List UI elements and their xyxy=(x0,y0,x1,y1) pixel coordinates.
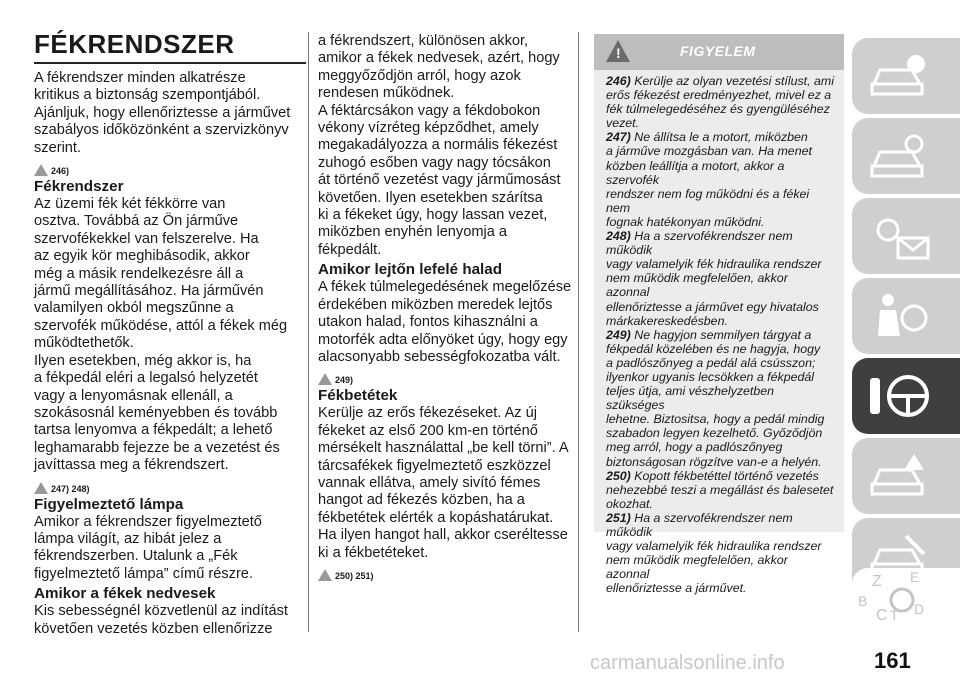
tab-car-info[interactable] xyxy=(852,38,960,114)
warning-reference[interactable]: 249) xyxy=(318,367,572,385)
warning-item: 251) Ha a szervofékrendszer nem működik vagy valamelyik fék hidraulika rendszer nem működik megfelelően, akkor azonnal ellenőriztesse a járművet. xyxy=(606,510,822,596)
seatbelt-airbag-icon xyxy=(866,288,936,344)
car-info-icon xyxy=(866,48,936,104)
svg-text:E: E xyxy=(910,569,920,585)
paragraph-fekbetetek: Kerülje az erős fékezéseket. Az új fékeket az első 200 km-en történő mérsékelt használattal „be kell törni”. A tárcsafékek figyelmeztető eszközzel vannak ellátva, amely sivító fémes hangot ad fékezés közben, ha a fékbetétek elérték a kopáshatárukat. Ha ilyen hangot hall, akkor cseréltesse ki a fékbetéteket. xyxy=(318,405,569,561)
tab-alphabetical-index[interactable] xyxy=(852,568,960,632)
tab-lights-messages[interactable] xyxy=(852,198,960,274)
watermark: carmanualsonline.info xyxy=(590,652,785,674)
svg-text:D: D xyxy=(914,601,925,617)
middle-column xyxy=(318,33,572,581)
warning-title: FIGYELEM xyxy=(680,43,756,59)
page-title: FÉKRENDSZER xyxy=(34,29,235,59)
title-rule xyxy=(34,62,306,64)
heading-nedves-fekek: Amikor a fékek nedvesek xyxy=(34,585,216,603)
warning-reference[interactable]: 246) xyxy=(34,158,302,176)
warning-box xyxy=(594,34,844,596)
tab-dashboard[interactable] xyxy=(852,118,960,194)
warning-item: 246) Kerülje az olyan vezetési stílust, ami erős fékezést eredményezhet, mivel ez a fék túlmelegedéséhez és gyengüléséhez vezet. xyxy=(606,74,834,131)
car-dashboard-icon xyxy=(866,128,936,184)
paragraph-nedves-cont: a fékrendszert, különösen akkor, amikor a fékek nedvesek, azért, hogy meggyőződjön arról, hogy azok rendesen működnek. A féktárcsákon vagy a fékdobokon vékony vízréteg képződhet, amely megakadályozza a normális fékezést zuhogó esőben vagy nagy tócsákon át történő vezetést vagy járműmosást követően. Ilyen esetekben szárítsa ki a fékeket úgy, hogy lassan vezet, miközben enyhén lenyomja a fékpedált. xyxy=(318,33,561,258)
warning-item: 247) Ne állítsa le a motort, miközben a járműve mozgásban van. Ha menet közben leállítja a motort, akkor a szervofék rendszer nem fog működni és a fékei nem fognak hatékonyan működni. xyxy=(606,130,812,229)
svg-text:Z: Z xyxy=(872,573,882,590)
warning-item: 248) Ha a szervofékrendszer nem működik vagy valamelyik fék hidraulika rendszer nem működik megfelelően, akkor azonnal ellenőriztesse a járművet egy hivatalos márkakereskedésben. xyxy=(606,229,822,328)
alphabet-index-icon xyxy=(854,568,944,624)
warning-reference[interactable]: 250) 251) xyxy=(318,563,572,581)
warning-header xyxy=(594,34,844,70)
column-divider xyxy=(578,32,579,632)
page-number: 161 xyxy=(874,648,911,673)
paragraph-nedves: Kis sebességnél közvetlenül az indítást követően vezetés közben ellenőrizze xyxy=(34,603,288,637)
warning-triangle-icon xyxy=(34,482,48,494)
svg-text:B: B xyxy=(858,593,868,609)
tab-emergency[interactable] xyxy=(852,438,960,514)
heading-fekbetetek: Fékbetétek xyxy=(318,387,398,405)
heading-figyelmezteto-lampa: Figyelmeztető lámpa xyxy=(34,495,184,513)
tab-starting-driving[interactable] xyxy=(852,358,960,434)
heading-lejto: Amikor lejtőn lefelé halad xyxy=(318,261,502,279)
key-steering-wheel-icon xyxy=(866,368,936,424)
heading-fekrendszer: Fékrendszer xyxy=(34,178,124,196)
paragraph-fekrendszer: Az üzemi fék két fékkörre van osztva. Továbbá az Ön járműve szervofékekkel van felszerelve. Ha az egyik kör meghibásodik, akkor még a másik rendelkezésre áll a jármű megállításához. Ha járművén valamilyen okból megszűnne a szervofék működése, attól a fékek még működtethetők. Ilyen esetekben, még akkor is, ha a fékpedál eléri a legalsó helyzetét vagy a lenyomásnak ellenáll, a szokásosnál keményebben és tovább tartsa lenyomva a fékpedált; a lehető leghamarabb fejezze be a vezetést és javíttassa meg a fékrendszert. xyxy=(34,196,288,474)
intro-paragraph: A fékrendszer minden alkatrésze kritikus a biztonság szempontjából. Ajánljuk, hogy ellenőriztesse a járművet szabályos időközönként a szervizkönyv szerint. xyxy=(34,70,291,156)
warning-item: 249) Ne hagyjon semmilyen tárgyat a fékpedál közelében és ne hagyja, hogy a padlószőnyeg a pedál alá csússzon; ilyenkor ugyanis lecsökken a fékpedál teljes útja, ami vészhelyzetben szükséges lehetne. Biztositsa, hogy a pedál mindig szabadon legyen kezelhető. Győződjön meg arról, hogy a padlószőnyeg biztonságosan rögzítve van-e a helyén. xyxy=(606,327,825,469)
warning-item: 250) Kopott fékbetéttel történő vezetés nehezebbé teszi a megállást és balesetet okozhat. xyxy=(606,468,834,511)
paragraph-lejto: A fékek túlmelegedésének megelőzése érdekében miközben meredek lejtős utakon halad, fontos kihasználni a motorfék adta előnyöket úgy, hogy egy alacsonyabb sebességfokozatba vált. xyxy=(318,279,572,365)
car-warning-icon xyxy=(866,448,936,504)
column-divider xyxy=(308,32,309,632)
svg-text:T: T xyxy=(890,607,899,623)
warning-body xyxy=(594,70,844,595)
warning-triangle-icon xyxy=(318,569,332,581)
warning-triangle-icon xyxy=(318,373,332,385)
svg-text:C: C xyxy=(876,607,888,624)
warning-triangle-icon: ! xyxy=(606,40,630,62)
warning-triangle-icon xyxy=(34,164,48,176)
light-message-icon xyxy=(866,208,936,264)
warning-reference[interactable]: 247) 248) xyxy=(34,476,302,494)
tab-safety[interactable] xyxy=(852,278,960,354)
left-column xyxy=(34,0,302,638)
paragraph-lampa: Amikor a fékrendszer figyelmeztető lámpa világít, az hibát jelez a fékrendszerben. Utalunk a „Fék figyelmeztető lámpa” című részre. xyxy=(34,513,262,582)
